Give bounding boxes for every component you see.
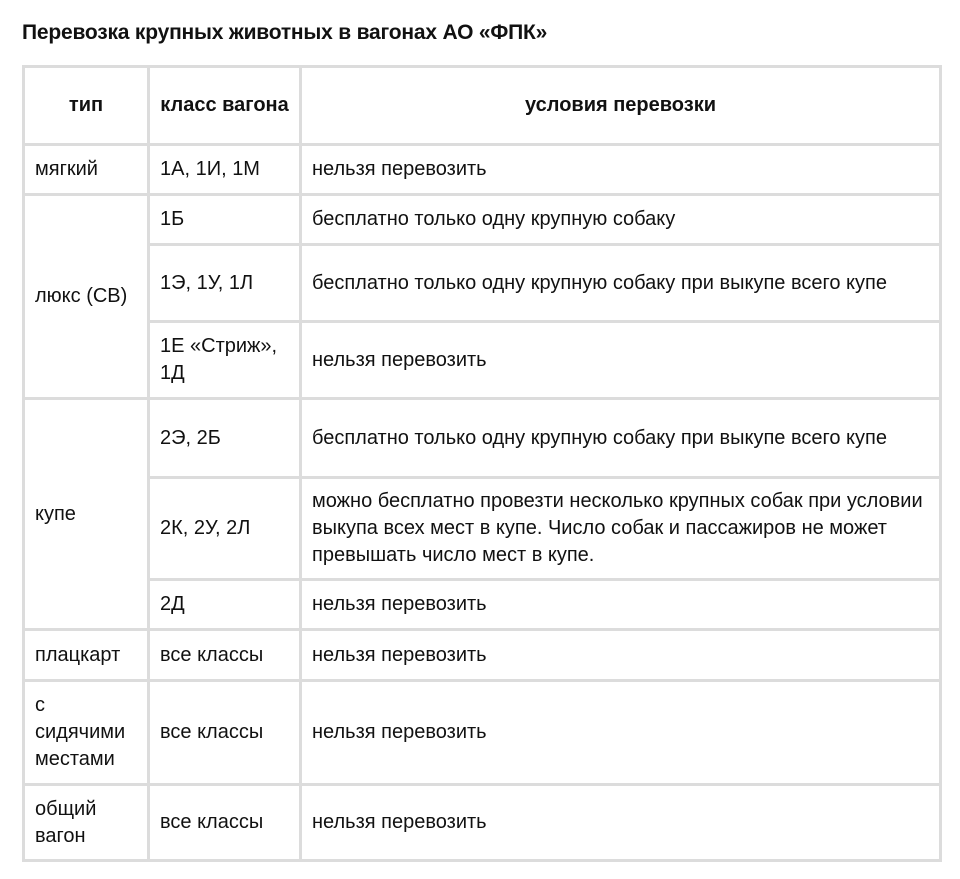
conditions-cell: нельзя перевозить bbox=[301, 681, 941, 785]
class-cell: все классы bbox=[149, 630, 301, 681]
table-row bbox=[24, 580, 941, 630]
table-row bbox=[24, 399, 941, 478]
table-row bbox=[24, 630, 941, 681]
table-row bbox=[24, 785, 941, 861]
conditions-cell: нельзя перевозить bbox=[301, 580, 941, 630]
table-row bbox=[24, 322, 941, 399]
transport-conditions-table bbox=[22, 65, 942, 862]
class-cell: 2Д bbox=[149, 580, 301, 630]
conditions-cell: нельзя перевозить bbox=[301, 145, 941, 195]
header-type: тип bbox=[24, 67, 149, 145]
header-conditions: условия перевозки bbox=[301, 67, 941, 145]
type-cell: купе bbox=[24, 399, 149, 630]
table-row bbox=[24, 681, 941, 785]
table-header-row bbox=[24, 67, 941, 145]
type-cell: люкс (СВ) bbox=[24, 195, 149, 399]
page-title: Перевозка крупных животных в вагонах АО «ФПК» bbox=[22, 21, 548, 44]
table-row bbox=[24, 245, 941, 322]
conditions-cell: можно бесплатно провезти несколько крупных собак при условии выкупа всех мест в купе. Число собак и пассажиров не может превышать число мест в купе. bbox=[301, 478, 941, 580]
class-cell: 2К, 2У, 2Л bbox=[149, 478, 301, 580]
class-cell: 1Е «Стриж», 1Д bbox=[149, 322, 301, 399]
conditions-cell: нельзя перевозить bbox=[301, 322, 941, 399]
table-row bbox=[24, 145, 941, 195]
conditions-cell: нельзя перевозить bbox=[301, 630, 941, 681]
class-cell: все классы bbox=[149, 681, 301, 785]
header-class: класс вагона bbox=[149, 67, 301, 145]
table-row bbox=[24, 478, 941, 580]
class-cell: 2Э, 2Б bbox=[149, 399, 301, 478]
class-cell: 1А, 1И, 1М bbox=[149, 145, 301, 195]
table-row bbox=[24, 195, 941, 245]
conditions-cell: бесплатно только одну крупную собаку при выкупе всего купе bbox=[301, 245, 941, 322]
class-cell: 1Б bbox=[149, 195, 301, 245]
class-cell: 1Э, 1У, 1Л bbox=[149, 245, 301, 322]
type-cell: плацкарт bbox=[24, 630, 149, 681]
conditions-cell: нельзя перевозить bbox=[301, 785, 941, 861]
conditions-cell: бесплатно только одну крупную собаку bbox=[301, 195, 941, 245]
type-cell: с сидячими местами bbox=[24, 681, 149, 785]
conditions-cell: бесплатно только одну крупную собаку при выкупе всего купе bbox=[301, 399, 941, 478]
type-cell: общий вагон bbox=[24, 785, 149, 861]
type-cell: мягкий bbox=[24, 145, 149, 195]
class-cell: все классы bbox=[149, 785, 301, 861]
